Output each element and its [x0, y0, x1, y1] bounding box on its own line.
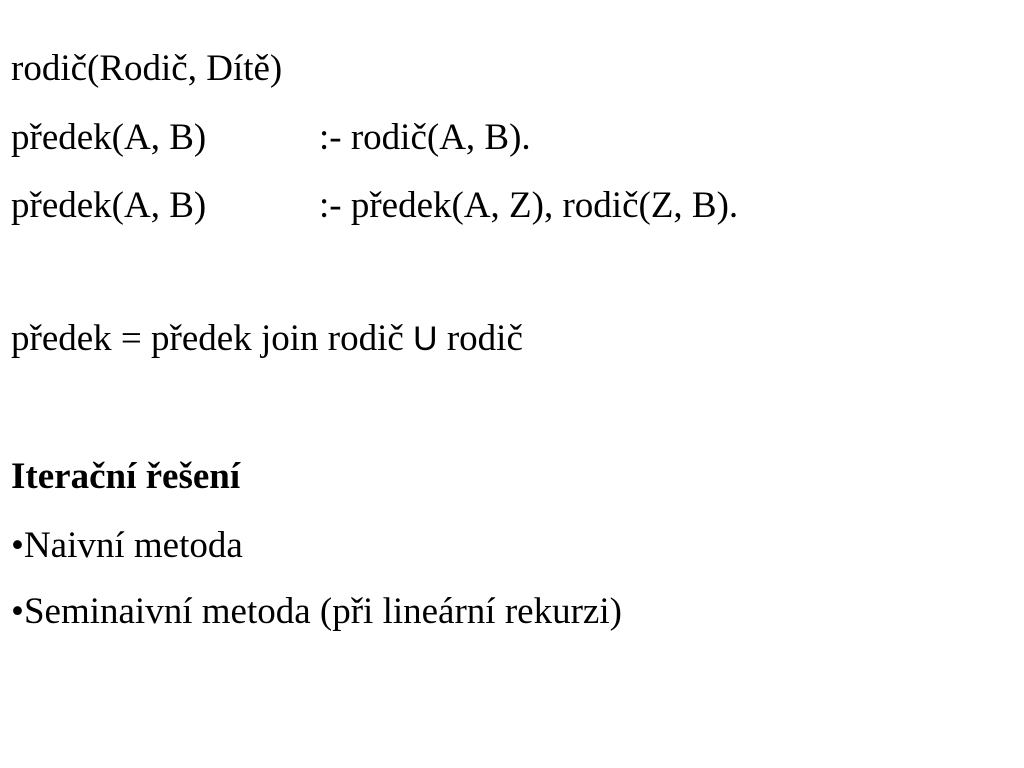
bullet-item: •Seminaivní metoda (při lineární rekurzi)	[11, 591, 622, 632]
relational-equation	[11, 320, 523, 357]
rule-base-head: předek(A, B)	[11, 117, 207, 158]
union-operator: U	[413, 320, 438, 358]
rule-recursive	[11, 187, 738, 224]
fact-line: rodič(Rodič, Dítě)	[11, 48, 283, 89]
rule-base-body: :- rodič(A, B).	[319, 117, 531, 158]
bullet-item: •Naivní metoda	[11, 525, 243, 566]
rule-base	[11, 119, 531, 156]
rule-recursive-body: :- předek(A, Z), rodič(Z, B).	[319, 185, 739, 226]
equation-right: rodič	[446, 318, 523, 359]
equation-left: předek = předek join rodič	[11, 318, 404, 359]
section-heading: Iterační řešení	[11, 456, 241, 497]
rule-recursive-head: předek(A, B)	[11, 185, 207, 226]
